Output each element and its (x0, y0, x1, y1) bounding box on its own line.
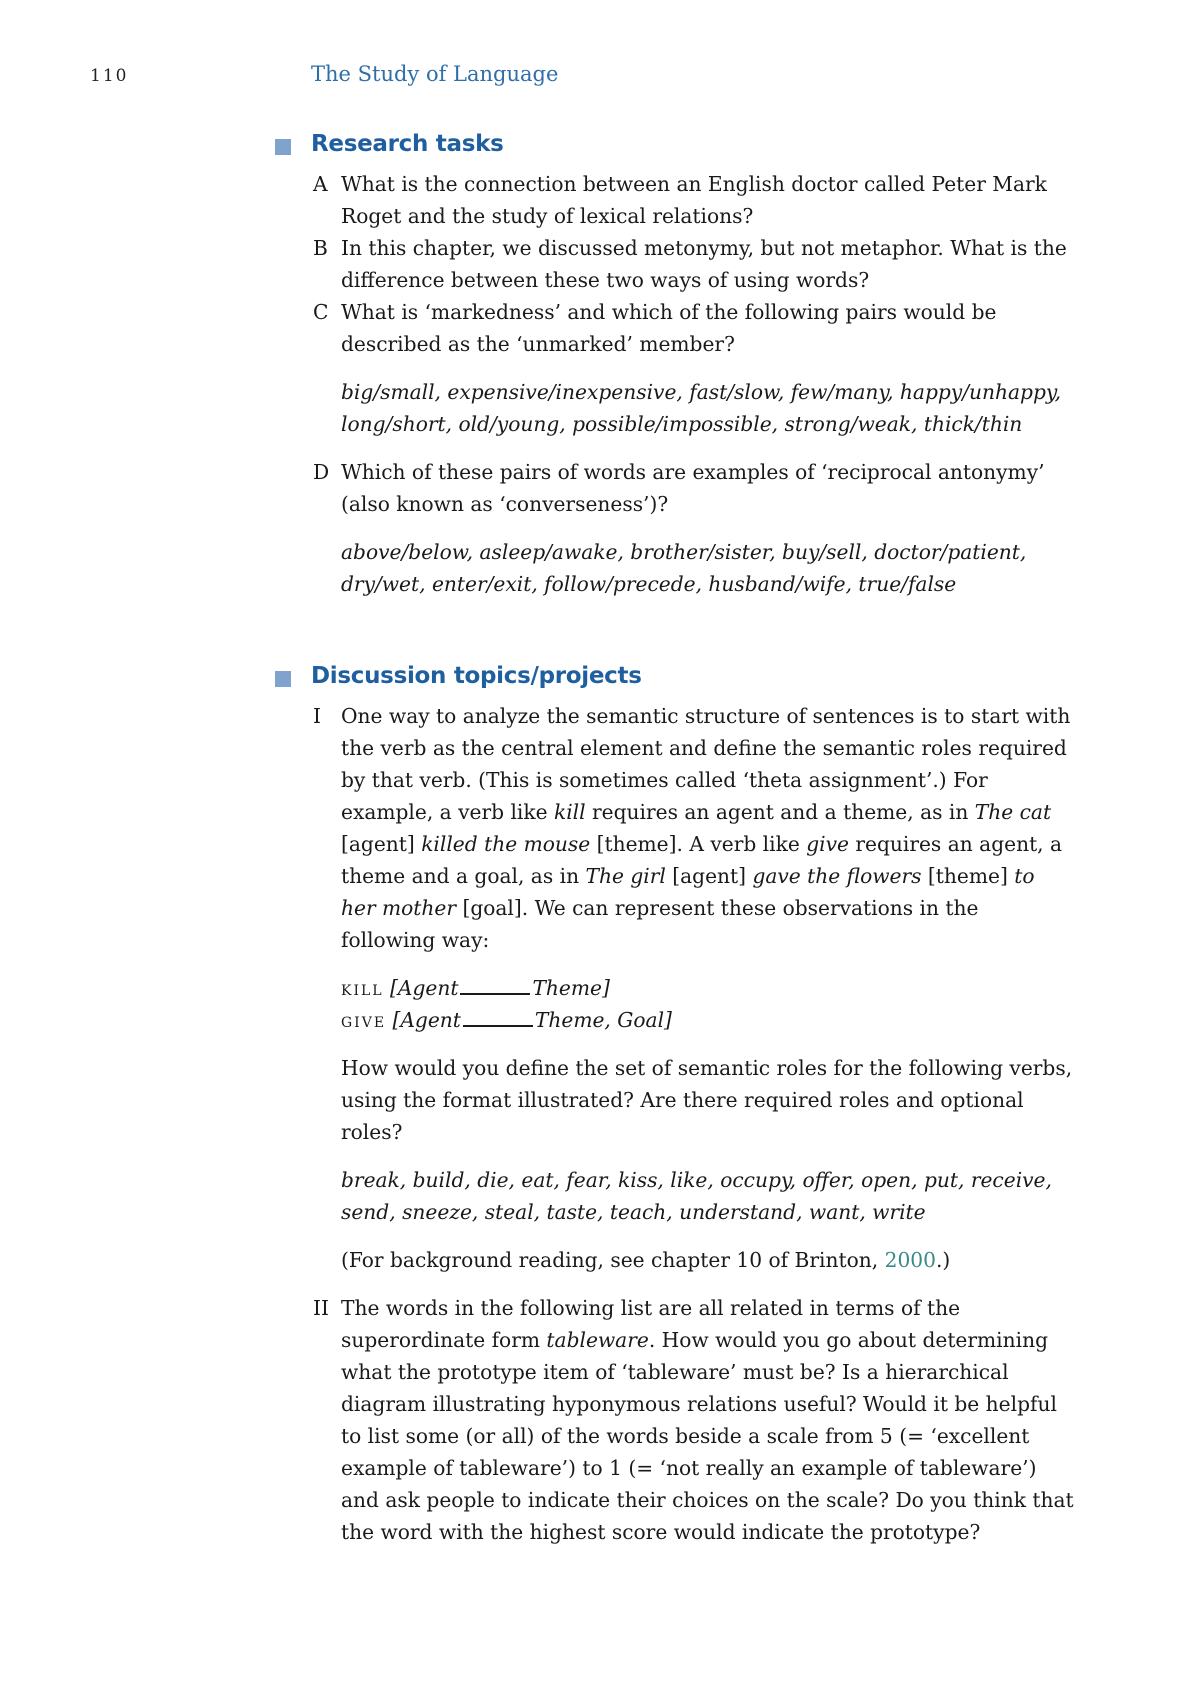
item-label: C (313, 300, 329, 324)
item-label: D (313, 460, 330, 484)
square-bullet-icon (275, 139, 291, 155)
italic-term: The girl (585, 864, 666, 888)
verb-small-caps: kill (341, 976, 384, 1000)
frame-open: [Agent (392, 1008, 461, 1032)
text-run: requires an agent and a theme, as in (585, 800, 975, 824)
text-run: The words in the following list are all related in terms of the superordinate form (341, 1296, 961, 1352)
research-task-d (275, 456, 1075, 520)
blank-line (460, 975, 530, 995)
research-task-a (275, 168, 1075, 232)
example-verbs: break, build, die, eat, fear, kiss, like, occupy, offer, open, put, receive, send, sneeze, steal, taste, teach, understand, want, write (341, 1168, 1052, 1224)
discussion-item-1 (275, 700, 1075, 956)
text-run: [goal]. We can represent these observations in the following way: (341, 896, 979, 952)
italic-term: The cat (974, 800, 1052, 824)
research-task-b (275, 232, 1075, 296)
italic-term: kill (553, 800, 586, 824)
item-label: B (313, 236, 328, 260)
blank-line (463, 1007, 533, 1027)
text-run: [theme] (921, 864, 1015, 888)
frame-close: Theme] (532, 976, 610, 1000)
frame-close: Theme, Goal] (534, 1008, 672, 1032)
item-label: A (313, 172, 328, 196)
example-word-pairs: big/small, expensive/inexpensive, fast/slow, few/many, happy/unhappy, long/short, old/young, possible/impossible, strong/weak, thick/thin (341, 380, 1062, 436)
citation-link[interactable]: 2000 (884, 1248, 936, 1272)
text-run: requires an agent, a theme and a goal, as in (341, 832, 1063, 888)
verb-small-caps: give (341, 1008, 387, 1032)
italic-term: give (806, 832, 849, 856)
square-bullet-icon (275, 671, 291, 687)
background-reading-note (275, 1244, 1075, 1276)
page-content (275, 128, 1075, 1548)
page-number: 110 (90, 66, 129, 86)
italic-term: killed the mouse (421, 832, 591, 856)
text-run: . How would you go about determining what the prototype item of ‘tableware’ must be? Is a hierarchical diagram illustrating hyponymous relations useful? Would it be helpful to list some (or all) of the words beside a scale from 5 (= ‘excellent example of tableware’) to 1 (= ‘not really an example of tableware’) and ask people to indicate their choices on the scale? Do you think that the word with the highest score would indicate the prototype? (341, 1328, 1074, 1544)
item-label: II (313, 1296, 329, 1320)
discussion-question: How would you define the set of semantic roles for the following verbs, using the format illustrated? Are there required roles and optional roles? (341, 1056, 1073, 1144)
text-run: [agent] (341, 832, 422, 856)
text-run: One way to analyze the semantic structure of sentences is to start with the verb as the central element and define the semantic roles required by that verb. (This is sometimes called ‘theta assignment’.) For example, a verb like (341, 704, 1071, 824)
discussion-topics-header (275, 660, 1075, 700)
research-tasks-heading: Research tasks (311, 131, 504, 157)
italic-term: tableware (546, 1328, 649, 1352)
italic-term: gave the flowers (752, 864, 922, 888)
italic-term: to her mother (341, 864, 1035, 920)
discussion-topics-heading: Discussion topics/projects (311, 663, 642, 689)
theta-frame-kill (275, 972, 1075, 1004)
item-text: What is ‘markedness’ and which of the following pairs would be described as the ‘unmarked’ member? (341, 300, 997, 356)
running-head: The Study of Language (311, 62, 559, 86)
item-text: In this chapter, we discussed metonymy, but not metaphor. What is the difference between these two ways of using words? (341, 236, 1067, 292)
frame-open: [Agent (390, 976, 459, 1000)
text-run: [theme]. A verb like (590, 832, 807, 856)
theta-frame-give (275, 1004, 1075, 1036)
example-word-pairs: above/below, asleep/awake, brother/sister, buy/sell, doctor/patient, dry/wet, enter/exit, follow/precede, husband/wife, true/false (341, 540, 1027, 596)
text-run: [agent] (665, 864, 753, 888)
item-text: What is the connection between an English doctor called Peter Mark Roget and the study of lexical relations? (341, 172, 1047, 228)
text-run: .) (935, 1248, 951, 1272)
text-run: (For background reading, see chapter 10 of Brinton, (341, 1248, 885, 1272)
discussion-item-2 (275, 1292, 1075, 1548)
item-text: Which of these pairs of words are examples of ‘reciprocal antonymy’ (also known as ‘converseness’)? (341, 460, 1045, 516)
research-task-c (275, 296, 1075, 360)
research-tasks-header (275, 128, 1075, 168)
item-label: I (313, 704, 321, 728)
